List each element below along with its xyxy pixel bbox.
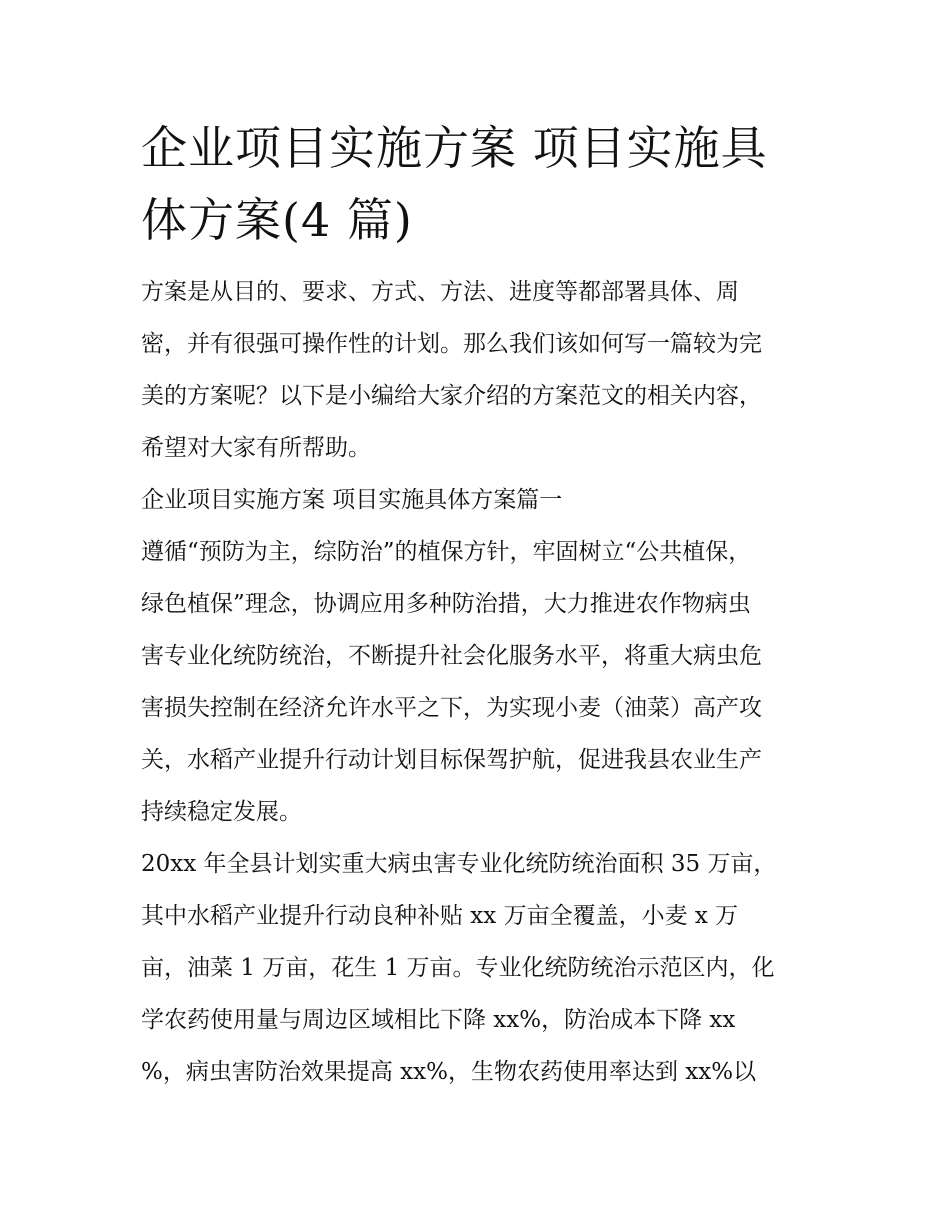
title-line-2: 体方案(4 篇) — [141, 193, 413, 247]
body-line: 遵循“预防为主，综防治”的植保方针，牢固树立“公共植保， — [141, 539, 752, 565]
body-line: 持续稳定发展。 — [141, 799, 302, 825]
body-line: 绿色植保”理念，协调应用多种防治措，大力推进农作物病虫 — [141, 591, 751, 617]
body-line: 害损失控制在经济允许水平之下，为实现小麦（油菜）高产攻 — [141, 695, 762, 721]
body-line: 密，并有很强可操作性的计划。那么我们该如何写一篇较为完 — [141, 331, 762, 357]
body-line: 其中水稻产业提升行动良种补贴 xx 万亩全覆盖，小麦 x 万 — [141, 903, 739, 929]
body-line: 美的方案呢？以下是小编给大家介绍的方案范文的相关内容， — [141, 383, 762, 409]
document-page — [141, 112, 813, 1098]
document-body — [141, 266, 813, 1098]
title-line-1: 企业项目实施方案 项目实施具 — [141, 121, 768, 175]
body-line: %，病虫害防治效果提高 xx%，生物农药使用率达到 xx%以 — [141, 1059, 757, 1085]
body-line: 学农药使用量与周边区域相比下降 xx%，防治成本下降 xx — [141, 1007, 736, 1033]
body-line: 希望对大家有所帮助。 — [141, 435, 371, 461]
body-line: 20xx 年全县计划实重大病虫害专业化统防统治面积 35 万亩， — [141, 851, 777, 877]
body-line: 亩，油菜 1 万亩，花生 1 万亩。专业化统防统治示范区内，化 — [141, 955, 775, 981]
document-title — [141, 112, 813, 256]
body-line: 关，水稻产业提升行动计划目标保驾护航，促进我县农业生产 — [141, 747, 762, 773]
body-line: 害专业化统防统治，不断提升社会化服务水平，将重大病虫危 — [141, 643, 762, 669]
body-line: 方案是从目的、要求、方式、方法、进度等都部署具体、周 — [141, 279, 739, 305]
section-heading: 企业项目实施方案 项目实施具体方案篇一 — [141, 487, 563, 513]
